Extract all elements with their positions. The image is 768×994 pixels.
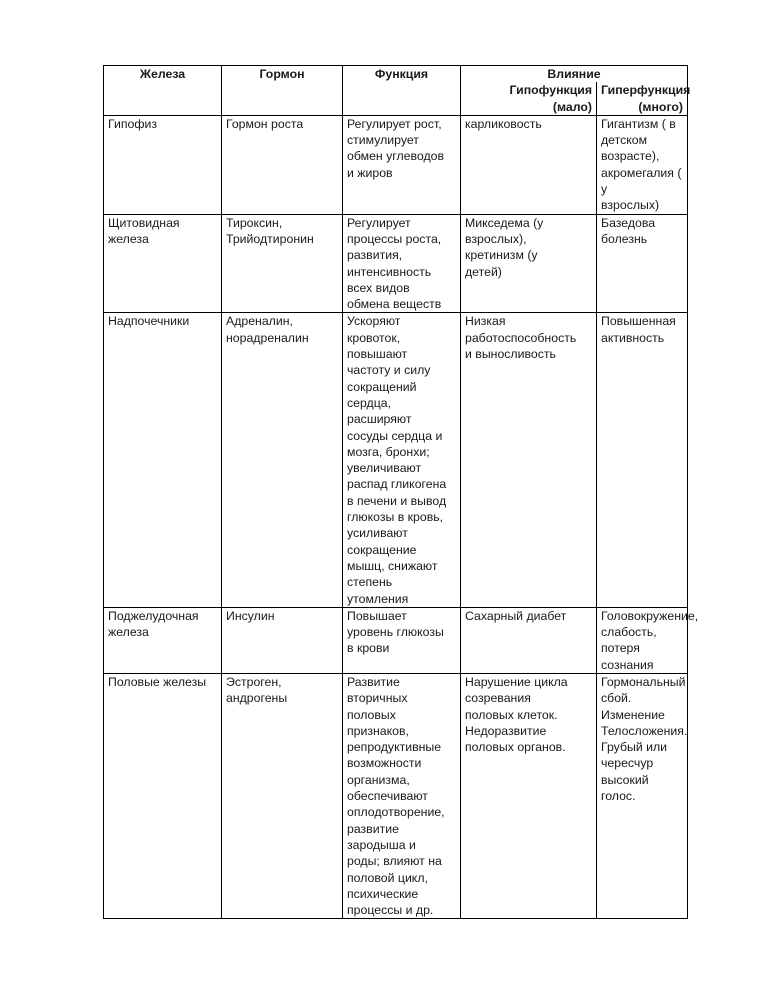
cell-hypofunction: Микседема (у взрослых), кретинизм (у детей) xyxy=(461,214,597,313)
header-hyperfunction: Гиперфункция (много) xyxy=(597,82,688,115)
cell-hyperfunction: Базедова болезнь xyxy=(597,214,688,313)
cell-function: Регулирует рост, стимулирует обмен углеводов и жиров xyxy=(343,115,461,214)
table-row xyxy=(104,214,688,313)
cell-hyperfunction: Повышенная активность xyxy=(597,313,688,607)
cell-hypofunction: Сахарный диабет xyxy=(461,607,597,673)
cell-hormone: Тироксин, Трийодтиронин xyxy=(222,214,343,313)
cell-hypofunction: Низкая работоспособность и выносливость xyxy=(461,313,597,607)
header-function: Функция xyxy=(343,66,461,116)
table-row xyxy=(104,607,688,673)
cell-gland: Щитовидная железа xyxy=(104,214,222,313)
header-hormone: Гормон xyxy=(222,66,343,116)
cell-function: Регулирует процессы роста, развития, интенсивность всех видов обмена веществ xyxy=(343,214,461,313)
header-gland: Железа xyxy=(104,66,222,116)
cell-hypofunction: карликовость xyxy=(461,115,597,214)
header-hypofunction: Гипофункция (мало) xyxy=(461,82,597,115)
header-influence: Влияние xyxy=(461,66,688,83)
cell-gland: Половые железы xyxy=(104,673,222,918)
cell-gland: Гипофиз xyxy=(104,115,222,214)
cell-gland: Надпочечники xyxy=(104,313,222,607)
cell-hormone: Адреналин, норадреналин xyxy=(222,313,343,607)
cell-hyperfunction: Головокружение, слабость, потеря сознания xyxy=(597,607,688,673)
cell-function: Развитие вторичных половых признаков, репродуктивные возможности организма, обеспечивают оплодотворение, развитие зародыша и роды; влияют на половой цикл, психические процессы и др. xyxy=(343,673,461,918)
cell-hyperfunction: Гигантизм ( в детском возрасте), акромегалия ( у взрослых) xyxy=(597,115,688,214)
header-row-1 xyxy=(104,66,688,83)
cell-hormone: Инсулин xyxy=(222,607,343,673)
cell-function: Повышает уровень глюкозы в крови xyxy=(343,607,461,673)
table-row xyxy=(104,673,688,918)
cell-gland: Поджелудочная железа xyxy=(104,607,222,673)
table-row xyxy=(104,313,688,607)
cell-hypofunction: Нарушение цикла созревания половых клеток. Недоразвитие половых органов. xyxy=(461,673,597,918)
endocrine-glands-table xyxy=(103,65,699,919)
cell-hormone: Эстроген, андрогены xyxy=(222,673,343,918)
table-row xyxy=(104,115,688,214)
cell-hormone: Гормон роста xyxy=(222,115,343,214)
cell-function: Ускоряют кровоток, повышают частоту и силу сокращений сердца, расширяют сосуды сердца и мозга, бронхи; увеличивают распад гликогена в печени и вывод глюкозы в кровь, усиливают сокращение мышц, снижают степень утомления xyxy=(343,313,461,607)
cell-hyperfunction: Гормональный сбой. Изменение Телосложения. Грубый или чересчур высокий голос. xyxy=(597,673,688,918)
